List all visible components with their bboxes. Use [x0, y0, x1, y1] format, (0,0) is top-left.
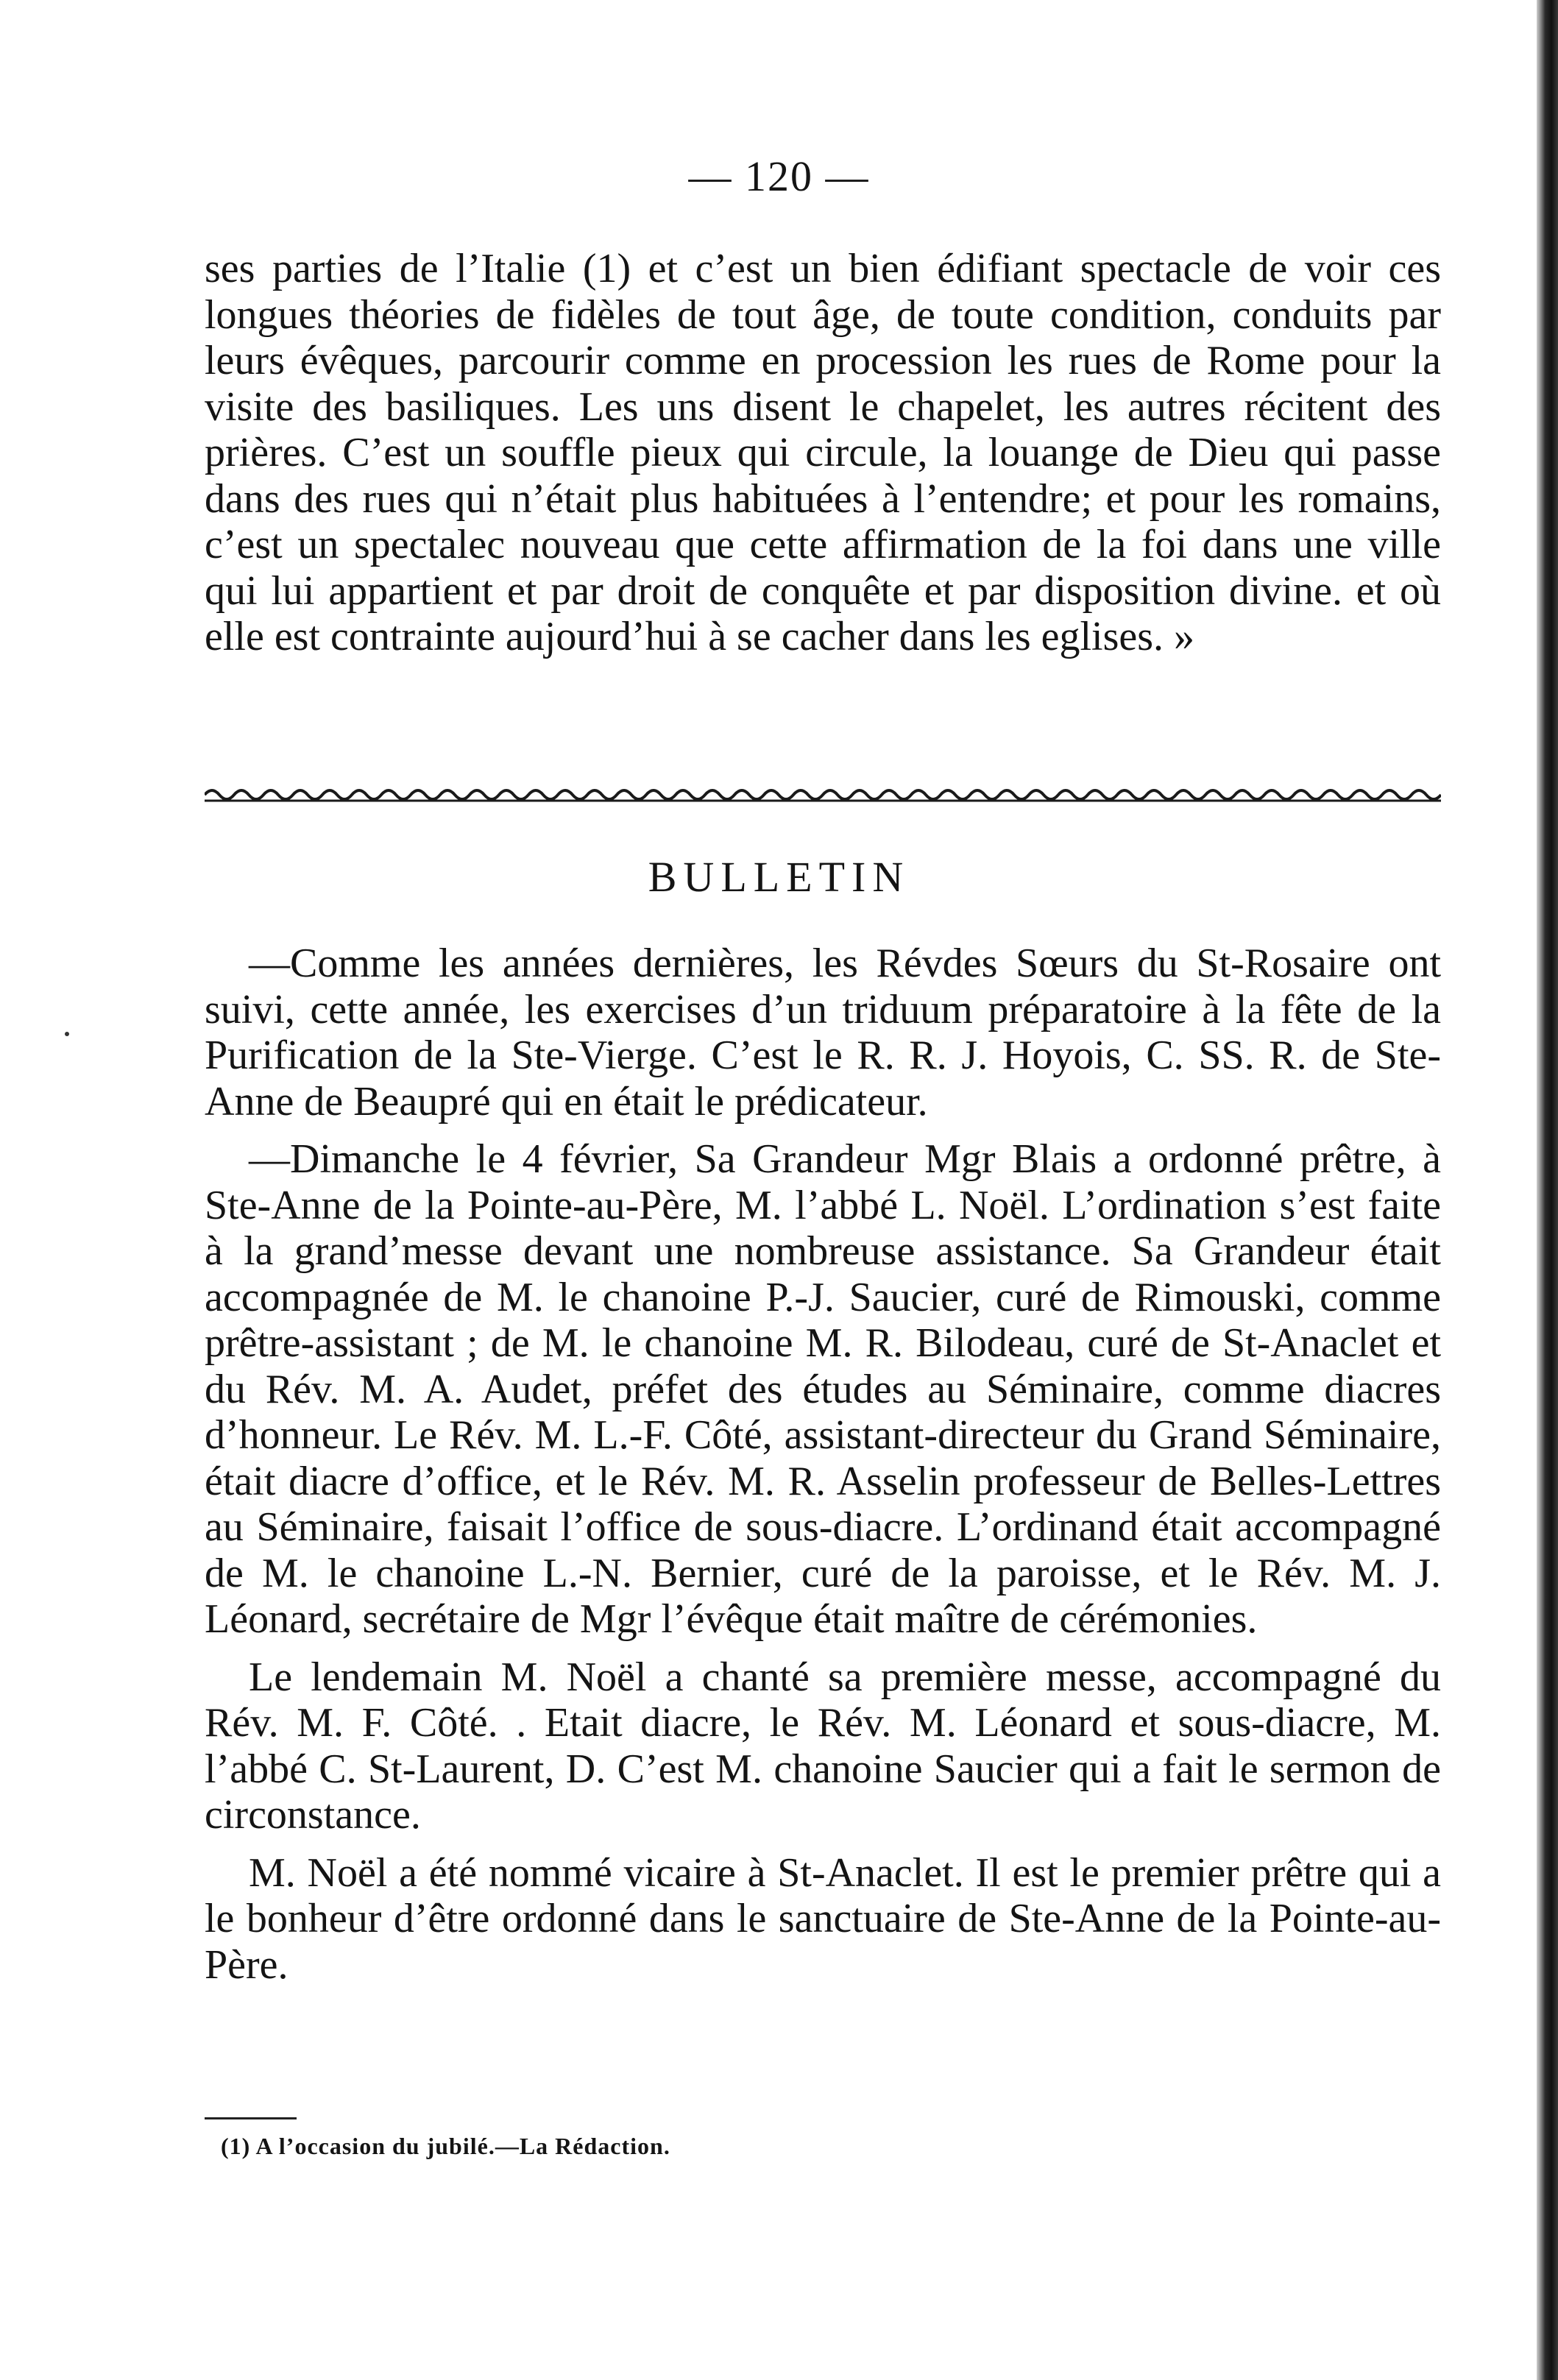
section-heading: BULLETIN — [648, 853, 910, 901]
bulletin-paragraph-3: Le lendemain M. Noël a chanté sa première messe, accompagné du Rév. M. F. Côté. . Etait diacre, le Rév. M. Léonard et sous-diacre, M. l’abbé C. St-Laurent, D. C’est M. chanoine Saucier qui a fait le sermon de circonstance. — [205, 1654, 1441, 1838]
bulletin-paragraph-1: —Comme les années dernières, les Révdes Sœurs du St-Rosaire ont suivi, cette année, les exercises d’un triduum préparatoire à la fête de la Purification de la Ste-Vierge. C’est le R. R. J. Hoyois, C. SS. R. de Ste-Anne de Beaupré qui en était le prédicateur. — [205, 941, 1441, 1125]
ornamental-divider — [205, 785, 1441, 805]
intro-paragraph — [205, 246, 1441, 660]
footnote: (1) A l’occasion du jubilé.—La Rédaction. — [221, 2133, 670, 2159]
page-speck — [65, 1032, 69, 1036]
bulletin-paragraph-2: —Dimanche le 4 février, Sa Grandeur Mgr Blais a ordonné prêtre, à Ste-Anne de la Pointe-au-Père, M. l’abbé L. Noël. L’ordination s’est faite à la grand’messe devant une nombreuse assistance. Sa Grandeur était accompagnée de M. le chanoine P.-J. Saucier, curé de Rimouski, comme prêtre-assistant ; de M. le chanoine M. R. Bilodeau, curé de St-Anaclet et du Rév. M. A. Audet, préfet des études au Séminaire, comme diacres d’honneur. Le Rév. M. L.-F. Côté, assistant-directeur du Grand Séminaire, était diacre d’office, et le Rév. M. R. Asselin professeur de Belles-Lettres au Séminaire, faisait l’office de sous-diacre. L’ordinand était accompagné de M. le chanoine L.-N. Bernier, curé de la paroisse, et le Rév. M. J. Léonard, secrétaire de Mgr l’évêque était maître de cérémonies. — [205, 1136, 1441, 1642]
intro-text: ses parties de l’Italie (1) et c’est un bien édifiant spectacle de voir ces longues théories de fidèles de tout âge, de toute condition, conduits par leurs évêques, parcourir comme en procession les rues de Rome pour la visite des basiliques. Les uns disent le chapelet, les autres récitent des prières. C’est un souffle pieux qui circule, la louange de Dieu qui passe dans des rues qui n’était plus habituées à l’entendre; et pour les romains, c’est un spectalec nouveau que cette affirmation de la foi dans une ville qui lui appartient et par droit de conquête et par disposition divine. et où elle est contrainte aujourd’hui à se cacher dans les eglises. » — [205, 246, 1441, 659]
bulletin-body — [205, 941, 1441, 2000]
footnote-rule — [205, 2117, 297, 2119]
bulletin-paragraph-4: M. Noël a été nommé vicaire à St-Anaclet. Il est le premier prêtre qui a le bonheur d’être ordonné dans le sanctuaire de Ste-Anne de la Pointe-au-Père. — [205, 1849, 1441, 1988]
page-edge-shadow — [1537, 0, 1558, 2380]
page-number: — 120 — — [688, 152, 870, 200]
